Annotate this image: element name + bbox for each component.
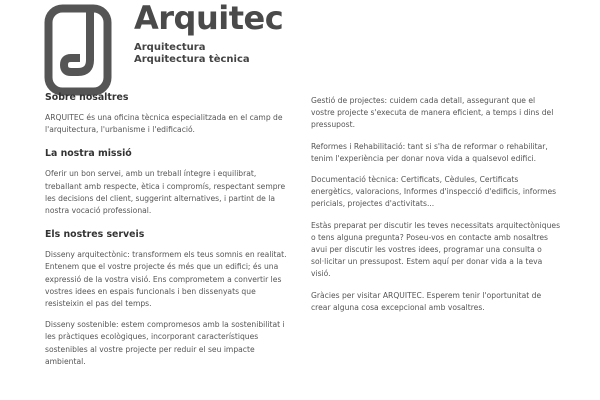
tagline-technical-architecture: Arquitectura tècnica (134, 54, 250, 65)
brand-header (134, 0, 554, 66)
service-architectural-design: Disseny arquitectònic: transformem els teus somnis en realitat. Entenem que el vostre projecte és més que un edifici; és una expressió de la vostra visió. Ens comprometem a convertir les vostres idees en espais funcionals i ben dissenyats que resisteixin el pas del temps. (45, 250, 287, 309)
tagline-architecture: Arquitectura (134, 42, 206, 53)
about-heading: Sobre nosaltres (45, 92, 129, 103)
brand-name: Arquitec (134, 0, 284, 37)
service-technical-documentation: Documentació tècnica: Certificats, Cèdules, Certificats energètics, valoracions, Informes d'inspecció d'edificis, informes pericials, projectes d'activitats... (311, 175, 557, 209)
mission-heading: La nostra missió (45, 148, 132, 160)
contact-call-to-action: Estàs preparat per discutir les teves necessitats arquitectòniques o tens alguna pregunta? Poseu-vos en contacte amb nosaltres avui per discutir les vostres idees, programar una consulta o sol·licitar un pressupost. Estem aquí per donar vida a la teva visió. (311, 220, 561, 279)
thanks-text: Gràcies per visitar ARQUITEC. Esperem tenir l'oportunitat de crear alguna cosa excepcional amb vosaltres. (311, 290, 542, 312)
left-column (45, 92, 293, 368)
about-text: ARQUITEC és una oficina tècnica especialitzada en el camp de l'arquitectura, l'urbanisme i l'edificació. (45, 113, 283, 135)
mission-text: Oferir un bon servei, amb un treball íntegre i equilibrat, treballant amb respecte, ètica i compromís, respectant sempre les decisions del client, suggerint alternatives, i partint de la nostra vocació professional. (45, 169, 286, 216)
arquitec-logo (44, 4, 112, 96)
right-column (311, 95, 561, 314)
services-heading: Els nostres serveis (45, 229, 145, 241)
service-sustainable-design: Disseny sostenible: estem compromesos amb la sostenibilitat i les pràctiques ecològiques, incorporant característiques sostenibles al vostre projecte per reduir el seu impacte ambiental. (45, 320, 285, 366)
service-project-management: Gestió de projectes: cuidem cada detall, assegurant que el vostre projecte s'executa de manera eficient, a temps i dins del pressupost. (311, 96, 554, 130)
service-renovation: Reformes i Rehabilitació: tant si s'ha de reformar o rehabilitar, tenim l'experiència per donar nova vida a qualsevol edifici. (311, 141, 548, 163)
